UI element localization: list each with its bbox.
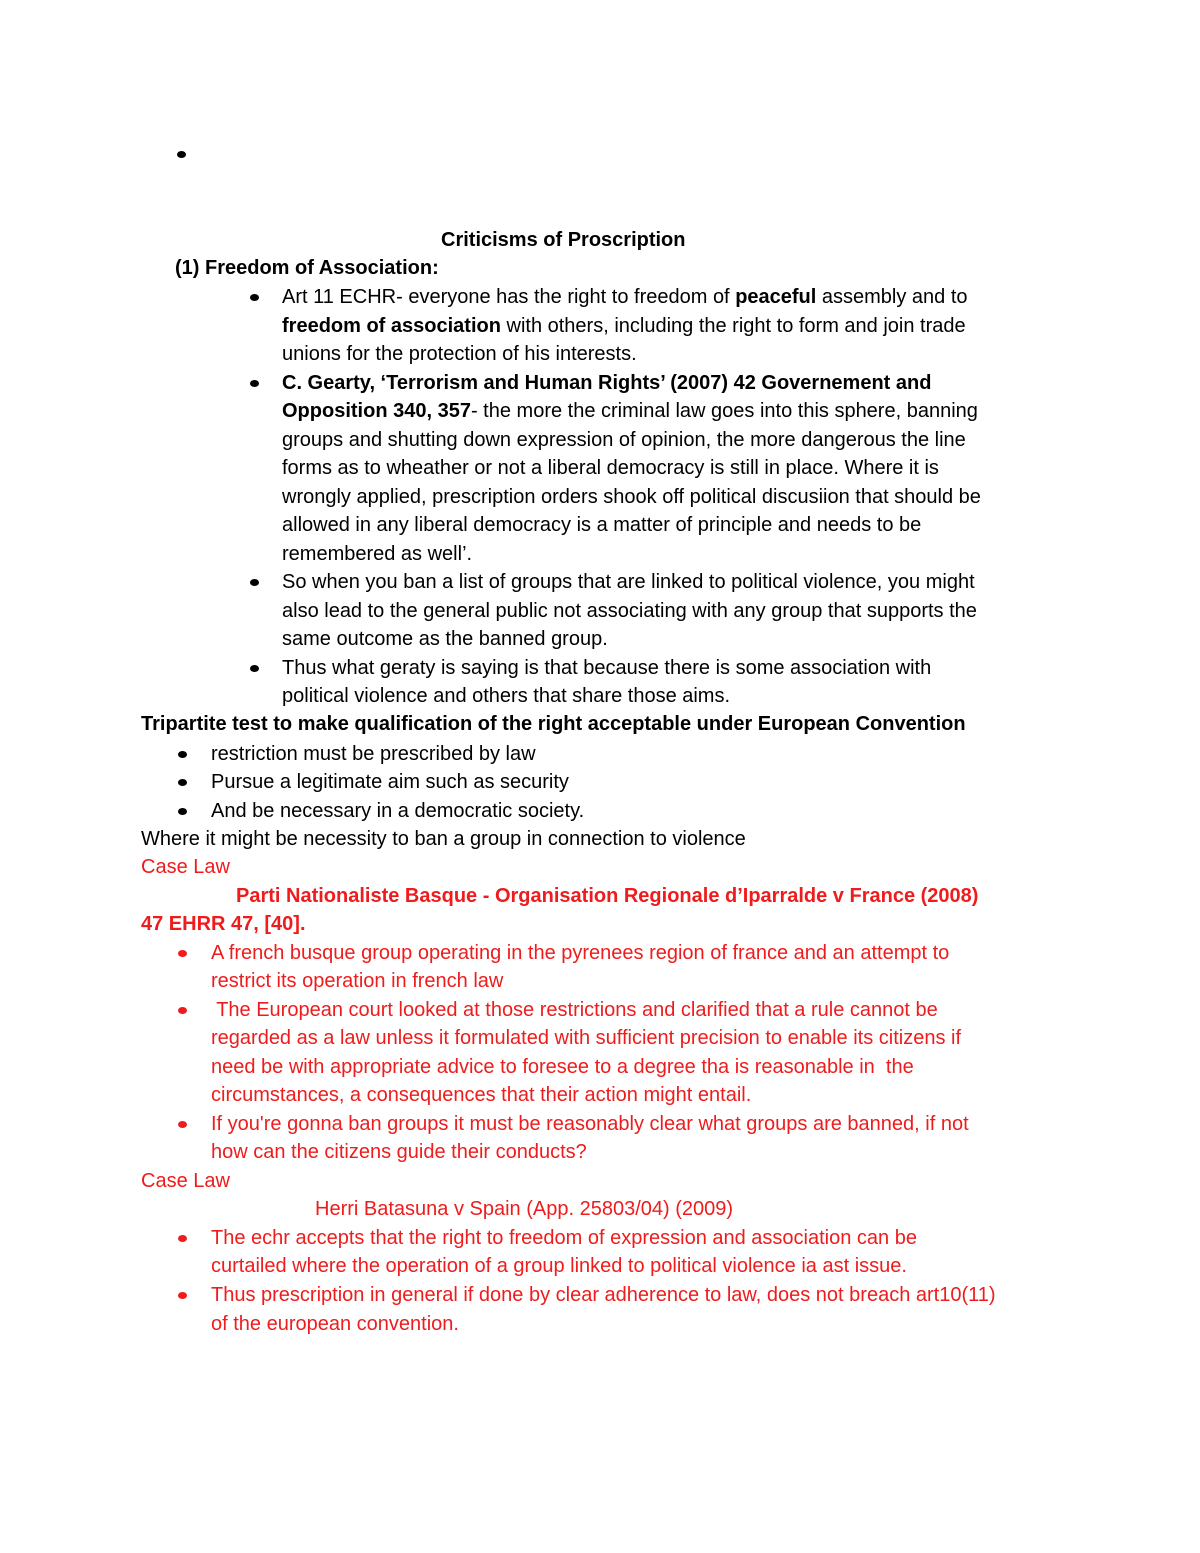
case2-title: Herri Batasuna v Spain (App. 25803/04) (2009) (315, 1198, 734, 1220)
necessity-line: Where it might be necessity to ban a group in connection to violence (141, 828, 746, 850)
bullet-case1-3 (178, 1121, 187, 1128)
case-law-label-2: Case Law (141, 1170, 230, 1192)
gearty-line-5: wrongly applied, prescription orders shook off political discusiion that should be (282, 486, 981, 508)
gearty-line-6: allowed in any liberal democracy is a matter of principle and needs to be (282, 514, 922, 536)
gearty-line-1: C. Gearty, ‘Terrorism and Human Rights’ (2007) 42 Governement and (282, 372, 932, 394)
case1-b2-line-3: need be with appropriate advice to foresee to a degree tha is reasonable in the (211, 1056, 914, 1078)
art11-line-1 (282, 283, 968, 312)
page-title: Criticisms of Proscription (441, 229, 686, 251)
case2-b1-line-2: curtailed where the operation of a group linked to political violence ia ast issue. (211, 1255, 907, 1277)
tripartite-heading: Tripartite test to make qualification of the right acceptable under European Convention (141, 713, 966, 735)
bullet-case1-2 (178, 1007, 187, 1014)
gearty-line-4: forms as to wheather or not a liberal democracy is still in place. Where it is (282, 457, 939, 479)
art11-bold-freedom: freedom of association (282, 315, 501, 337)
case1-b2-line-4: circumstances, a consequences that their action might entail. (211, 1084, 752, 1106)
ban-line-2: also lead to the general public not associating with any group that supports the (282, 600, 977, 622)
thus-line-1: Thus what geraty is saying is that because there is some association with (282, 657, 932, 679)
empty-bullet (177, 151, 186, 158)
tripartite-item-1: restriction must be prescribed by law (211, 743, 536, 765)
art11-line-2 (282, 312, 966, 341)
gearty-line-7: remembered as well’. (282, 543, 473, 565)
art11-text-d: with others, including the right to form and join trade (500, 315, 966, 337)
tripartite-item-2: Pursue a legitimate aim such as security (211, 771, 569, 793)
case2-b1-line-1: The echr accepts that the right to freedom of expression and association can be (211, 1227, 917, 1249)
gearty-citation: Opposition 340, 357 (282, 400, 471, 422)
case1-b3-line-1: If you're gonna ban groups it must be reasonably clear what groups are banned, if not (211, 1113, 969, 1135)
art11-line-3: unions for the protection of his interests. (282, 343, 637, 365)
case1-title-line-1: Parti Nationaliste Basque - Organisation Regionale d’Iparralde v France (2008) (236, 885, 979, 907)
bullet-case2-2 (178, 1292, 187, 1299)
bullet-art11 (250, 294, 259, 301)
case1-b1-line-2: restrict its operation in french law (211, 970, 504, 992)
section-heading-freedom-of-association: (1) Freedom of Association: (175, 257, 439, 279)
case1-b2-line-2: regarded as a law unless it formulated with sufficient precision to enable its citizens if (211, 1027, 962, 1049)
case1-title-line-2: 47 EHRR 47, [40]. (141, 913, 306, 935)
ban-line-1: So when you ban a list of groups that are linked to political violence, you might (282, 571, 975, 593)
thus-line-2: political violence and others that share those aims. (282, 685, 731, 707)
art11-text-c: assembly and to (816, 286, 968, 308)
case1-b3-line-2: how can the citizens guide their conducts? (211, 1141, 587, 1163)
gearty-line-3: groups and shutting down expression of opinion, the more dangerous the line (282, 429, 966, 451)
bullet-case1-1 (178, 950, 187, 957)
gearty-line-2 (282, 397, 978, 426)
tripartite-item-3: And be necessary in a democratic society. (211, 800, 585, 822)
ban-line-3: same outcome as the banned group. (282, 628, 608, 650)
case1-b2-line-1: The European court looked at those restrictions and clarified that a rule cannot be (211, 999, 938, 1021)
bullet-ban (250, 579, 259, 586)
case1-b1-line-1: A french busque group operating in the pyrenees region of france and an attempt to (211, 942, 950, 964)
gearty-text: - the more the criminal law goes into this sphere, banning (470, 400, 978, 422)
bullet-tripartite-3 (178, 808, 187, 815)
bullet-tripartite-2 (178, 779, 187, 786)
art11-bold-peaceful: peaceful (735, 286, 817, 308)
case2-b2-line-2: of the european convention. (211, 1313, 459, 1335)
bullet-case2-1 (178, 1235, 187, 1242)
bullet-gearty (250, 380, 259, 387)
case2-b2-line-1: Thus prescription in general if done by clear adherence to law, does not breach art10(11) (211, 1284, 996, 1306)
art11-text-a: Art 11 ECHR- everyone has the right to freedom of (282, 286, 736, 308)
bullet-thus (250, 665, 259, 672)
bullet-tripartite-1 (178, 751, 187, 758)
case-law-label-1: Case Law (141, 856, 230, 878)
